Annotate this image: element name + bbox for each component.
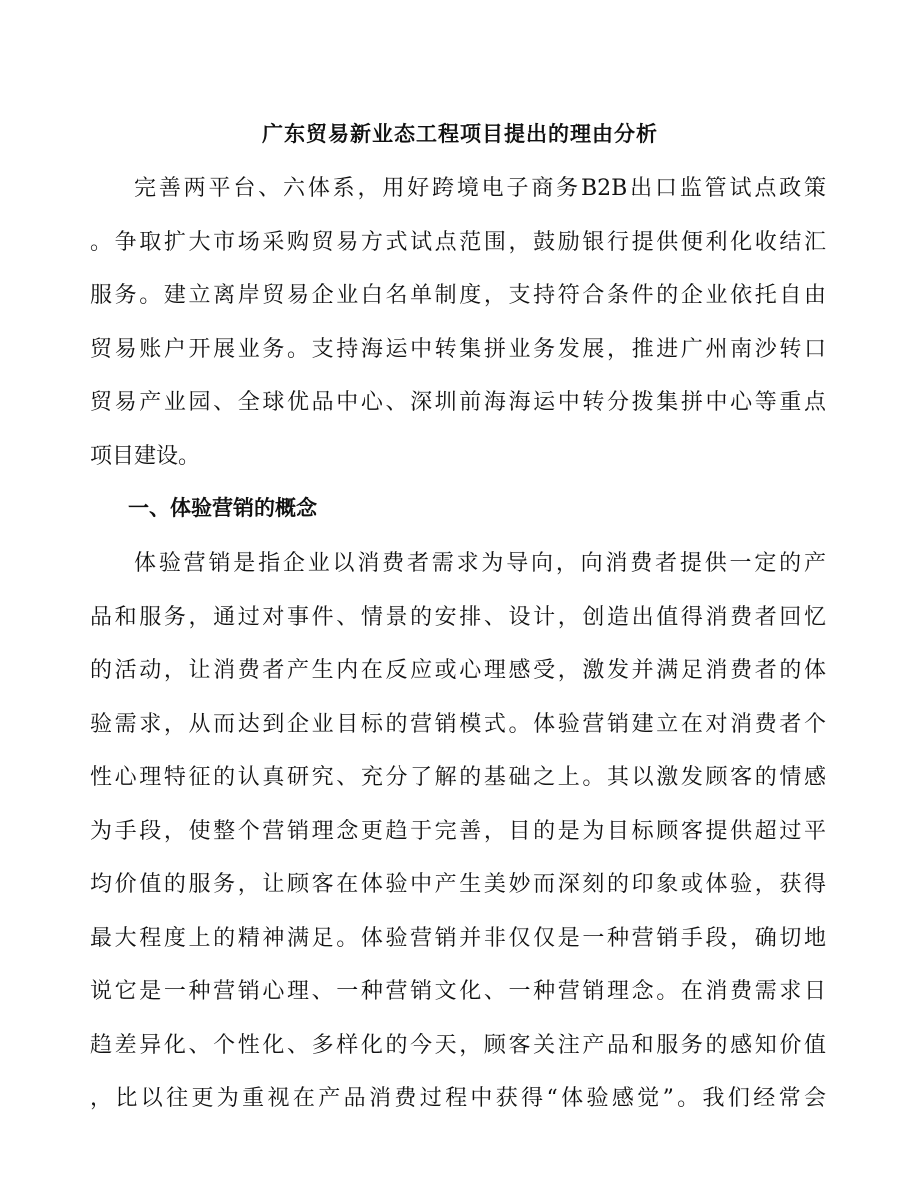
paragraph-line: 体验营销是指企业以消费者需求为导向，向消费者提供一定的产 bbox=[134, 551, 826, 576]
paragraph-line: 说它是一种营销心理、一种营销文化、一种营销理念。在消费需求日 bbox=[90, 979, 826, 1004]
paragraph-line: 。争取扩大市场采购贸易方式试点范围，鼓励银行提供便利化收结汇 bbox=[90, 229, 826, 255]
paragraph-line: 最大程度上的精神满足。体验营销并非仅仅是一种营销手段，确切地 bbox=[90, 925, 826, 951]
paragraph-line: 贸易产业园、全球优品中心、深圳前海海运中转分拨集拼中心等重点 bbox=[90, 390, 826, 415]
paragraph-line: 完善两平台、六体系，用好跨境电子商务B2B出口监管试点政策 bbox=[134, 176, 826, 201]
section-heading: 一、体验营销的概念 bbox=[128, 495, 317, 520]
paragraph-line: 为手段，使整个营销理念更趋于完善，目的是为目标顾客提供超过平 bbox=[90, 818, 826, 844]
paragraph-line: 趋差异化、个性化、多样化的今天，顾客关注产品和服务的感知价值 bbox=[90, 1032, 826, 1058]
paragraph-line: 均价值的服务，让顾客在体验中产生美妙而深刻的印象或体验，获得 bbox=[90, 872, 826, 897]
paragraph-line: 的活动，让消费者产生内在反应或心理感受，激发并满足消费者的体 bbox=[90, 658, 826, 683]
paragraph-line: 品和服务，通过对事件、情景的安排、设计，创造出值得消费者回忆 bbox=[90, 604, 826, 630]
paragraph-line: 性心理特征的认真研究、充分了解的基础之上。其以激发顾客的情感 bbox=[90, 765, 826, 790]
paragraph-experience-marketing bbox=[90, 537, 826, 1126]
document-title: 广东贸易新业态工程项目提出的理由分析 bbox=[262, 121, 658, 146]
paragraph-line: 贸易账户开展业务。支持海运中转集拼业务发展，推进广州南沙转口 bbox=[90, 336, 826, 362]
paragraph-line: 验需求，从而达到企业目标的营销模式。体验营销建立在对消费者个 bbox=[90, 711, 826, 737]
paragraph-line: 服务。建立离岸贸易企业白名单制度，支持符合条件的企业依托自由 bbox=[90, 283, 826, 308]
paragraph-line: 项目建设。 bbox=[90, 443, 201, 469]
paragraph-policy bbox=[90, 162, 826, 483]
paragraph-line: ，比以往更为重视在产品消费过程中获得“体验感觉”。我们经常会 bbox=[90, 1086, 826, 1111]
